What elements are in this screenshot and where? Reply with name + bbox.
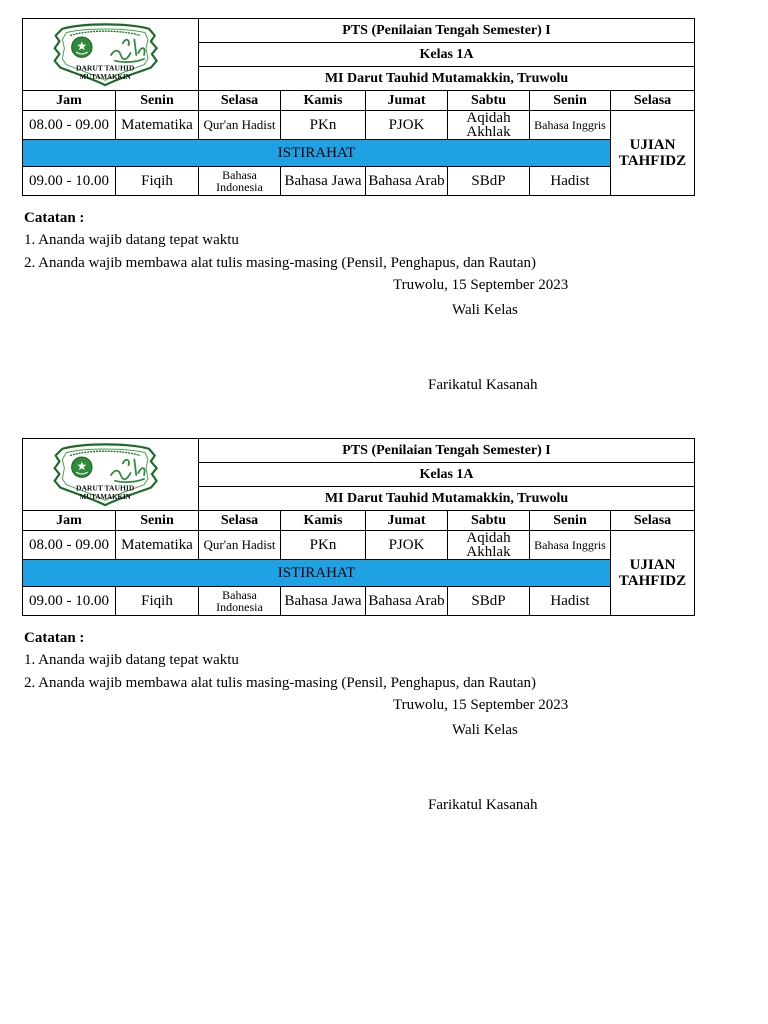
school-logo [24,440,198,510]
note-item-2: 2. Ananda wajib membawa alat tulis masing-masing (Pensil, Penghapus, dan Rautan) [24,675,536,691]
col-header-sabtu: Sabtu [448,511,530,531]
cell-selasa-slot-2 [199,167,281,196]
cell-jumat-slot-2: Bahasa Arab [366,587,448,616]
cell-jumat-slot-1: PJOK [366,111,448,140]
col-header-sabtu: Sabtu [448,91,530,111]
col-header-senin-2: Senin [530,511,611,531]
time-slot-1: 08.00 - 09.00 [23,111,116,140]
signature-place-date: Truwolu, 15 September 2023 [393,277,569,293]
logo-name-line-1: DARUT TAUHID [75,63,134,73]
col-header-jumat: Jumat [366,511,448,531]
col-header-selasa: Selasa [199,91,281,111]
cell-sabtu-slot-1-label: Aqidah Akhlak [466,110,511,140]
logo-name-line-1: DARUT TAUHID [75,483,134,493]
cell-senin-2-slot-2: Hadist [530,167,611,196]
exam-title: PTS (Penilaian Tengah Semester) I [199,19,695,43]
cell-selasa-slot-1: Qur'an Hadist [199,531,281,560]
cell-senin-slot-2: Fiqih [116,587,199,616]
cell-sabtu-slot-2: SBdP [448,167,530,196]
school-logo [24,20,198,90]
time-slot-2: 09.00 - 10.00 [23,587,116,616]
col-header-kamis: Kamis [281,91,366,111]
cell-kamis-slot-1: PKn [281,111,366,140]
notes-heading: Catatan : [24,630,85,646]
col-header-senin-2: Senin [530,91,611,111]
col-header-senin: Senin [116,511,199,531]
col-header-senin: Senin [116,91,199,111]
cell-jumat-slot-1: PJOK [366,531,448,560]
cell-selasa-2-merged [611,111,695,196]
signature-name: Farikatul Kasanah [428,797,538,813]
cell-jumat-slot-2: Bahasa Arab [366,167,448,196]
cell-senin-2-slot-2: Hadist [530,587,611,616]
cell-senin-slot-2: Fiqih [116,167,199,196]
cell-senin-slot-1: Matematika [116,111,199,140]
col-header-selasa: Selasa [199,511,281,531]
col-header-jumat: Jumat [366,91,448,111]
col-header-selasa-2: Selasa [611,91,695,111]
cell-selasa-slot-1: Qur'an Hadist [199,111,281,140]
exam-schedule-sheet-1 [22,18,694,418]
cell-sabtu-slot-1-label: Aqidah Akhlak [466,530,511,560]
signature-name: Farikatul Kasanah [428,377,538,393]
exam-schedule-table [22,18,695,196]
class-name: Kelas 1A [199,463,695,487]
signature-role: Wali Kelas [452,302,518,318]
signature-place-date: Truwolu, 15 September 2023 [393,697,569,713]
logo-name-line-2: MUTAMAKKIN [79,492,131,501]
school-name: MI Darut Tauhid Mutamakkin, Truwolu [199,487,695,511]
cell-sabtu-slot-1 [448,531,530,560]
school-logo-cell [23,439,199,511]
cell-sabtu-slot-2: SBdP [448,587,530,616]
cell-kamis-slot-2: Bahasa Jawa [281,587,366,616]
cell-kamis-slot-2: Bahasa Jawa [281,167,366,196]
cell-selasa-slot-2-label: Bahasa Indonesia [216,168,263,194]
cell-senin-2-slot-1: Bahasa Inggris [530,531,611,560]
cell-selasa-slot-2-label: Bahasa Indonesia [216,588,263,614]
tahfidz-exam-label: UJIAN TAHFIDZ [618,137,687,169]
col-header-kamis: Kamis [281,511,366,531]
notes-heading: Catatan : [24,210,85,226]
note-item-1: 1. Ananda wajib datang tepat waktu [24,652,239,668]
class-name: Kelas 1A [199,43,695,67]
cell-kamis-slot-1: PKn [281,531,366,560]
break-row-istirahat: ISTIRAHAT [23,560,611,587]
exam-title: PTS (Penilaian Tengah Semester) I [199,439,695,463]
note-item-1: 1. Ananda wajib datang tepat waktu [24,232,239,248]
cell-senin-slot-1: Matematika [116,531,199,560]
col-header-selasa-2: Selasa [611,511,695,531]
break-row-istirahat: ISTIRAHAT [23,140,611,167]
note-item-2: 2. Ananda wajib membawa alat tulis masing-masing (Pensil, Penghapus, dan Rautan) [24,255,536,271]
school-logo-cell [23,19,199,91]
logo-name-line-2: MUTAMAKKIN [79,72,131,81]
exam-schedule-table [22,438,695,616]
cell-selasa-slot-2 [199,587,281,616]
col-header-jam: Jam [23,511,116,531]
exam-schedule-sheet-2 [22,438,694,838]
cell-selasa-2-merged [611,531,695,616]
cell-sabtu-slot-1 [448,111,530,140]
school-name: MI Darut Tauhid Mutamakkin, Truwolu [199,67,695,91]
cell-senin-2-slot-1: Bahasa Inggris [530,111,611,140]
col-header-jam: Jam [23,91,116,111]
signature-role: Wali Kelas [452,722,518,738]
tahfidz-exam-label: UJIAN TAHFIDZ [618,557,687,589]
time-slot-2: 09.00 - 10.00 [23,167,116,196]
time-slot-1: 08.00 - 09.00 [23,531,116,560]
